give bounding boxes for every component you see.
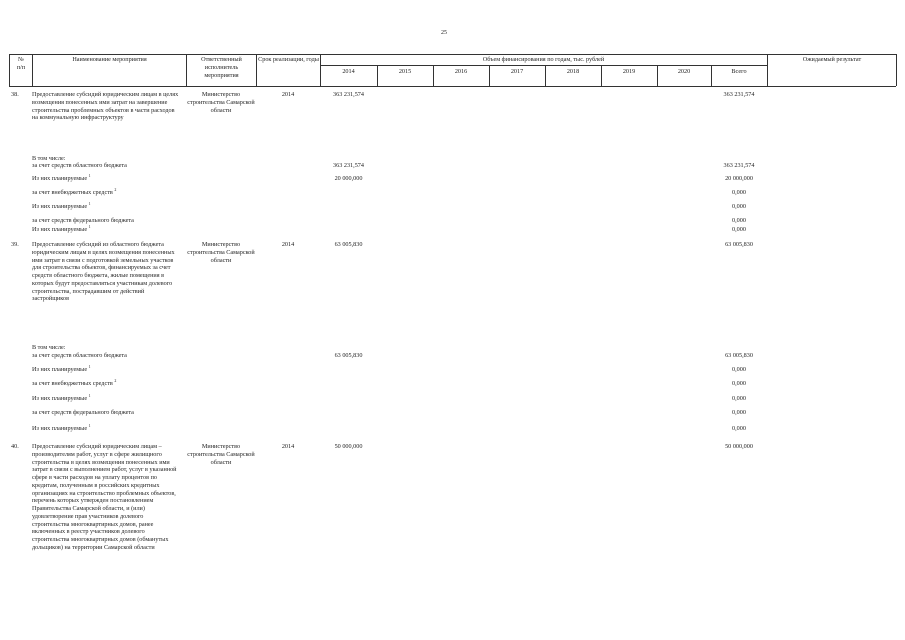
item-value-2014: 63 005,830 — [334, 241, 363, 248]
sub-row-label: Из них планируемые $^1$ — [32, 200, 91, 210]
sub-row-total: 0,000 — [732, 217, 746, 224]
header-term: Срок реализации, годы — [258, 56, 319, 63]
header-total: Всего — [731, 68, 747, 75]
header-responsible: Ответственный исполнитель мероприятия — [201, 56, 242, 79]
sub-row-total: 0,000 — [732, 226, 746, 233]
sub-row-total: 0,000 — [732, 425, 746, 432]
header-year-2020: 2020 — [677, 68, 691, 75]
table-top-border — [9, 54, 896, 55]
header-year-2014: 2014 — [342, 68, 355, 75]
sub-row-2014: 363 231,574 — [333, 162, 364, 169]
sub-header: В том числе: — [32, 155, 66, 162]
sub-row-label: за счет внебюджетных средств $^2$ — [32, 377, 117, 387]
header-name: Наименование мероприятия — [72, 56, 147, 63]
item-responsible: Министерство строительства Самарской области — [187, 241, 255, 264]
item-name: Предоставление субсидий юридическим лицам – производителям работ, услуг в сфере жилищного строительства в целях возмещения понесенных ими затрат в связи с выполнением работ, услуг в указанной сфере в части расходов на уплату процентов по кредитам, полученным в российских кредитных организациях на строительство проблемных объектов, перечень которых утвержден постановлением Правительства Самарской области, и (или) удовлетворение прав участников долевого строительства многоквартирных домов, ранее включенных в реестр участников долевого строительства многоквартирных домов (обманутых дольщиков) на территории Самарской области — [32, 443, 177, 551]
item-name: Предоставление субсидий юридическим лицам в целях возмещения понесенных ими затрат на завершение строительства проблемных объектов в части расходов на коммунальную инфраструктуру — [32, 91, 179, 122]
sub-row-label: за счет средств областного бюджета — [32, 352, 127, 359]
sub-row-2014: 20 000,000 — [334, 175, 363, 182]
item-value-total: 363 231,574 — [723, 91, 755, 98]
item-value-total: 50 000,000 — [725, 443, 753, 450]
years-row-divider — [320, 65, 767, 66]
sub-row-label: Из них планируемые $^1$ — [32, 223, 91, 233]
sub-row-total: 63 005,830 — [725, 352, 753, 359]
header-year-2019: 2019 — [622, 68, 636, 75]
header-year-2015: 2015 — [398, 68, 412, 75]
header-result: Ожидаемый результат — [802, 56, 862, 63]
header-number: № п/п — [16, 56, 26, 71]
page-number: 25 — [441, 30, 447, 36]
header-year-2018: 2018 — [566, 68, 580, 75]
sub-row-total: 20 000,000 — [725, 175, 753, 182]
sub-row-total: 0,000 — [732, 203, 746, 210]
header-year-2017: 2017 — [510, 68, 524, 75]
sub-header: В том числе: — [32, 344, 66, 351]
sub-row-total: 363 231,574 — [723, 162, 755, 169]
sub-row-label: Из них планируемые $^1$ — [32, 392, 91, 402]
item-responsible: Министерство строительства Самарской области — [187, 443, 255, 466]
item-term: 2014 — [281, 91, 295, 98]
sub-row-label: за счет средств федерального бюджета — [32, 409, 134, 416]
header-bottom-border — [9, 86, 896, 87]
item-number: 40. — [11, 443, 19, 450]
item-value-2014: 50 000,000 — [334, 443, 363, 450]
sub-row-label: Из них планируемые $^1$ — [32, 363, 91, 373]
sub-row-label: за счет средств федерального бюджета — [32, 217, 134, 224]
item-number: 38. — [11, 91, 19, 98]
item-term: 2014 — [281, 443, 295, 450]
item-responsible: Министерство строительства Самарской области — [187, 91, 255, 114]
sub-row-total: 0,000 — [732, 366, 746, 373]
sub-row-total: 0,000 — [732, 380, 746, 387]
sub-row-label: за счет внебюджетных средств $^2$ — [32, 186, 117, 196]
sub-row-total: 0,000 — [732, 189, 746, 196]
header-funding: Объем финансирования по годам, тыс. рублей — [482, 56, 605, 63]
sub-row-2014: 63 005,830 — [334, 352, 363, 359]
item-term: 2014 — [281, 241, 295, 248]
col-divider — [896, 54, 897, 86]
item-value-2014: 363 231,574 — [333, 91, 364, 98]
item-number: 39. — [11, 241, 19, 248]
sub-row-label: Из них планируемые $^1$ — [32, 422, 91, 432]
sub-row-total: 0,000 — [732, 409, 746, 416]
sub-row-total: 0,000 — [732, 395, 746, 402]
col-divider — [186, 54, 187, 86]
header-year-2016: 2016 — [454, 68, 468, 75]
sub-row-label: Из них планируемые $^1$ — [32, 172, 91, 182]
item-name: Предоставление субсидий из областного бюджета юридическим лицам в целях возмещения понесенных ими затрат в связи с подготовкой земельных участков для строительства объектов, финансируемых за счет средств областного бюджета, жилые помещения в которых будут предоставляться участникам долевого строительства, пострадавшим от действий застройщиков — [32, 241, 175, 303]
sub-row-label: за счет средств областного бюджета — [32, 162, 127, 169]
item-value-total: 63 005,830 — [725, 241, 753, 248]
